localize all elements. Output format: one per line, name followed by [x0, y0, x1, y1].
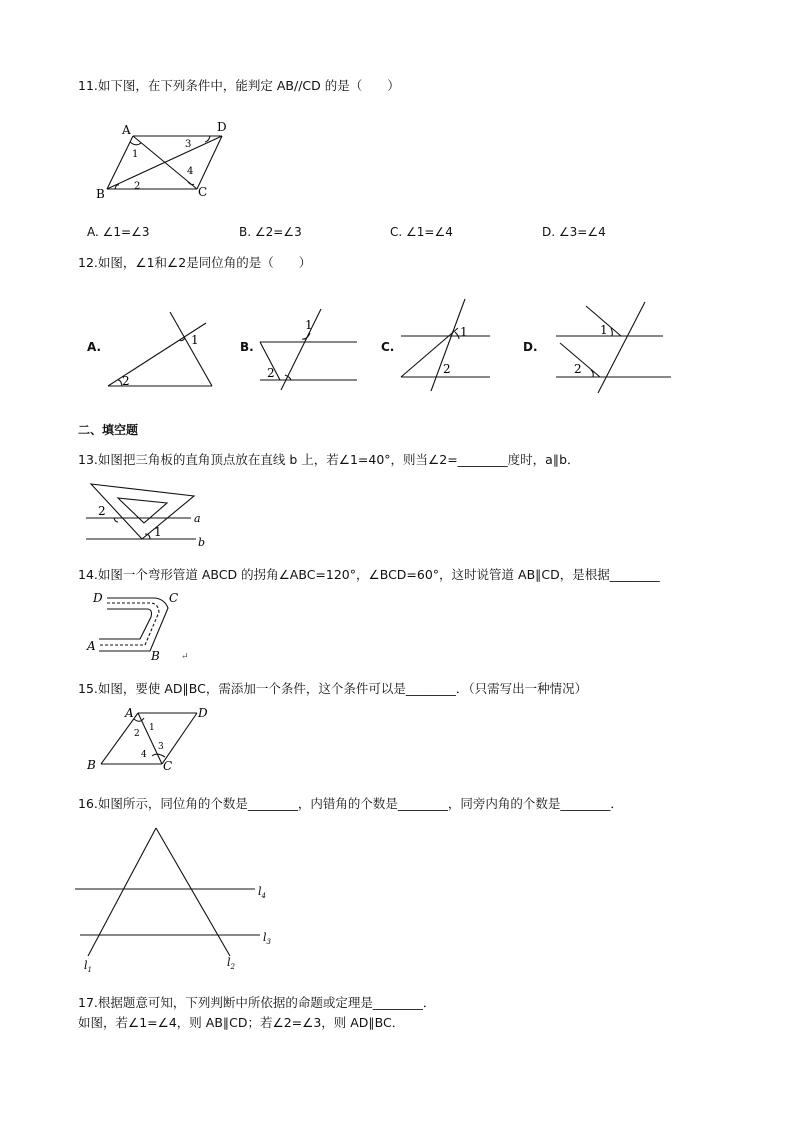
q11-stem: 11.如下图，在下列条件中，能判定 AB//CD 的是（ ）	[78, 78, 400, 93]
q12-option-b-label: B.	[240, 340, 254, 354]
q15-stem: 15.如图，要使 AD∥BC，需添加一个条件，这个条件可以是________．（只需写出一种情况）	[78, 681, 588, 696]
q13-line-a: a	[194, 512, 201, 525]
q11-label-a: A	[122, 123, 131, 137]
q15-label-c: C	[163, 759, 173, 773]
q11-figure	[88, 118, 248, 208]
q11-label-d: D	[217, 120, 227, 134]
q14-label-d: D	[93, 591, 103, 605]
q11-angle-2: 2	[134, 181, 141, 192]
q13-figure	[86, 478, 216, 550]
q12-option-c-label: C.	[381, 340, 395, 354]
q12a-angle-2: 2	[122, 374, 130, 388]
q12-figure-c	[393, 295, 498, 395]
q14-return-mark: ↵	[181, 652, 189, 662]
q11-option-a: A. ∠1=∠3	[87, 225, 150, 239]
q16-line-l3: $l_3$	[263, 931, 271, 946]
q13-angle-1: 1	[154, 525, 162, 539]
q14-label-a: A	[87, 639, 96, 653]
q12b-angle-1: 1	[305, 318, 313, 332]
q12-stem: 12.如图，∠1和∠2是同位角的是（ ）	[78, 255, 312, 270]
q15-label-a: A	[125, 706, 134, 720]
q11-angle-3: 3	[185, 139, 192, 150]
q14-label-b: B	[151, 649, 160, 663]
q15-angle-3: 3	[158, 742, 164, 752]
q11-option-b: B. ∠2=∠3	[239, 225, 302, 239]
q16-line-l2: $l_2$	[227, 956, 235, 971]
q11-option-c: C. ∠1=∠4	[390, 225, 453, 239]
q12d-angle-2: 2	[574, 362, 582, 376]
q15-label-b: B	[87, 758, 96, 772]
q12-figure-a	[100, 300, 215, 395]
q16-line-l4: $l_4$	[258, 885, 266, 900]
q11-label-b: B	[96, 187, 105, 201]
q16-stem: 16.如图所示，同位角的个数是________，内错角的个数是________，同旁内角的个数是________．	[78, 796, 623, 811]
q17-stem: 17.根据题意可知，下列判断中所依据的命题或定理是________．	[78, 995, 436, 1010]
q12-figure-d	[551, 298, 676, 398]
q16-figure	[70, 820, 285, 975]
q12d-angle-1: 1	[600, 323, 608, 337]
q11-angle-4: 4	[187, 166, 194, 177]
q12-option-a-label: A.	[87, 340, 102, 354]
section-fill-in-title: 二、填空题	[78, 423, 139, 437]
q12-figure-b	[255, 305, 365, 395]
q14-stem: 14.如图一个弯形管道 ABCD 的拐角∠ABC=120°，∠BCD=60°，这时说管道 AB∥CD，是根据________	[78, 567, 660, 582]
q12c-angle-2: 2	[443, 362, 451, 376]
q13-stem: 13.如图把三角板的直角顶点放在直线 b 上，若∠1=40°，则当∠2=________度时，a∥b．	[78, 452, 580, 467]
q12b-angle-2: 2	[267, 366, 275, 380]
q17-statement: 如图，若∠1=∠4，则 AB∥CD；若∠2=∠3，则 AD∥BC．	[78, 1015, 405, 1030]
q12a-angle-1: 1	[191, 333, 199, 347]
q14-label-c: C	[169, 591, 179, 605]
q13-angle-2: 2	[98, 504, 106, 518]
q11-angle-1: 1	[132, 149, 139, 160]
q13-line-b: b	[198, 536, 206, 549]
q14-figure	[85, 588, 200, 666]
q15-figure	[85, 704, 215, 774]
q15-label-d: D	[198, 706, 208, 720]
q16-line-l1: $l_1$	[84, 959, 92, 974]
q11-option-d: D. ∠3=∠4	[542, 225, 606, 239]
q12c-angle-1: 1	[460, 325, 468, 339]
q15-angle-2: 2	[134, 729, 140, 739]
q12-option-d-label: D.	[523, 340, 538, 354]
q15-angle-1: 1	[149, 723, 155, 733]
q15-angle-4: 4	[141, 750, 147, 760]
q11-label-c: C	[198, 185, 208, 199]
